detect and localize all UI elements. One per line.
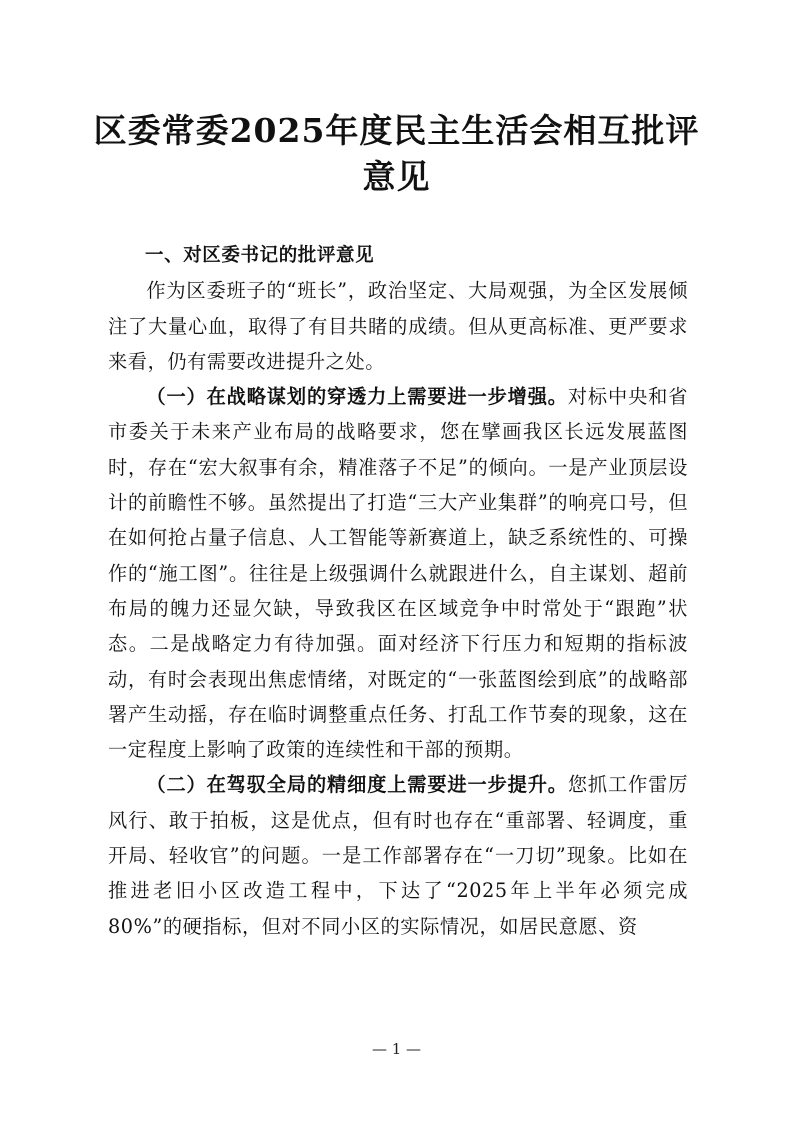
paragraph-intro: 作为区委班子的“班长”，政治坚定、大局观强，为全区发展倾注了大量心血，取得了有目共睹的成绩。但从更高标准、更严要求来看，仍有需要改进提升之处。 (108, 279, 688, 373)
section-heading: 一、对区委书记的批评意见 (145, 245, 375, 266)
paragraph-strategy (108, 379, 688, 767)
title-line-1: 区委常委2025年度民主生活会相互批评 (93, 111, 700, 150)
paragraph-lead: （一）在战略谋划的穿透力上需要进一步增强。 (146, 385, 568, 409)
paragraph-text: 对标中央和省市委关于未来产业布局的战略要求，您在擘画我区长远发展蓝图时，存在“宏大叙事有余，精准落子不足”的倾向。一是产业顶层设计的前瞻性不够。虽然提出了打造“三大产业集群”的响亮口号，但在如何抢占量子信息、人工智能等新赛道上，缺乏系统性的、可操作的“施工图”。往往是上级强调什么就跟进什么，自主谋划、超前布局的魄力还显欠缺，导致我区在区域竞争中时常处于“跟跑”状态。二是战略定力有待加强。面对经济下行压力和短期的指标波动，有时会表现出焦虑情绪，对既定的“一张蓝图绘到底”的战略部署产生动摇，存在临时调整重点任务、打乱工作节奏的现象，这在一定程度上影响了政策的连续性和干部的预期。 (108, 385, 688, 762)
page-number: — 1 — (371, 1040, 422, 1058)
title-line-2: 意见 (362, 157, 431, 196)
paragraph-lead: （二）在驾驭全局的精细度上需要进一步提升。 (146, 773, 568, 797)
document-body (108, 238, 688, 944)
paragraph-overall-control (108, 767, 688, 943)
paragraph-text: 您抓工作雷厉风行、敢于拍板，这是优点，但有时也存在“重部署、轻调度，重开局、轻收官”的问题。一是工作部署存在“一刀切”现象。比如在推进老旧小区改造工程中，下达了“2025年上半年必须完成80%”的硬指标，但对不同小区的实际情况，如居民意愿、资 (108, 773, 688, 938)
document-title (80, 108, 713, 200)
